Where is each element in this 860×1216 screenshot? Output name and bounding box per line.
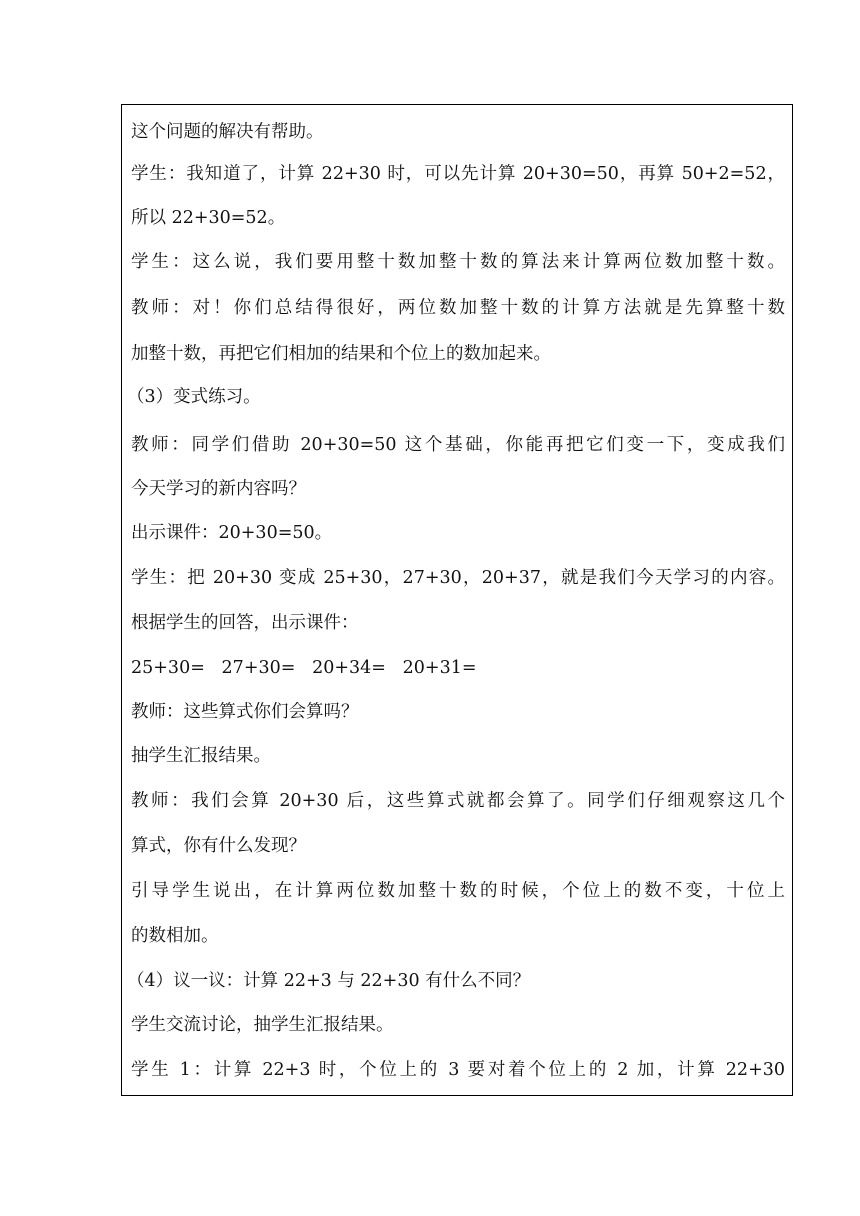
text-line: 加整十数，再把它们相加的结果和个位上的数加起来。: [131, 344, 551, 364]
text-line: 出示课件：20+30=50。: [131, 523, 333, 543]
section-heading: （3）变式练习。: [127, 387, 261, 407]
text-line: 所以 22+30=52。: [131, 208, 286, 228]
equation-line: 25+30= 27+30= 20+34= 20+31=: [131, 658, 477, 678]
text-line: 教师：同学们借助 20+30=50 这个基础，你能再把它们变一下，变成我们: [131, 435, 785, 455]
text-line: 教师：这些算式你们会算吗？: [131, 702, 359, 722]
text-line: 学生：这么说，我们要用整十数加整十数的算法来计算两位数加整十数。: [131, 252, 785, 272]
text-line: 学生交流讨论，抽学生汇报结果。: [131, 1015, 394, 1035]
lesson-plan-table-cell: [121, 104, 793, 1096]
text-line: 这个问题的解决有帮助。: [131, 122, 324, 142]
text-line: 学生：把 20+30 变成 25+30，27+30，20+37，就是我们今天学习的内容。: [131, 568, 785, 588]
text-line: 算式，你有什么发现？: [131, 836, 306, 856]
text-line: 抽学生汇报结果。: [131, 746, 271, 766]
text-line: 引导学生说出，在计算两位数加整十数的时候，个位上的数不变，十位上: [131, 881, 785, 901]
section-heading: （4）议一议：计算 22+3 与 22+30 有什么不同？: [127, 971, 531, 991]
text-line: 教师：我们会算 20+30 后，这些算式就都会算了。同学们仔细观察这几个: [131, 791, 785, 811]
text-line: 教师：对！你们总结得很好，两位数加整十数的计算方法就是先算整十数: [131, 298, 785, 318]
text-line: 学生：我知道了，计算 22+30 时，可以先计算 20+30=50，再算 50+2=52，: [131, 164, 785, 184]
text-line: 根据学生的回答，出示课件：: [131, 613, 359, 633]
text-line: 今天学习的新内容吗？: [131, 479, 306, 499]
text-line: 学生 1：计算 22+3 时，个位上的 3 要对着个位上的 2 加，计算 22+30: [131, 1060, 785, 1080]
text-line: 的数相加。: [131, 926, 219, 946]
